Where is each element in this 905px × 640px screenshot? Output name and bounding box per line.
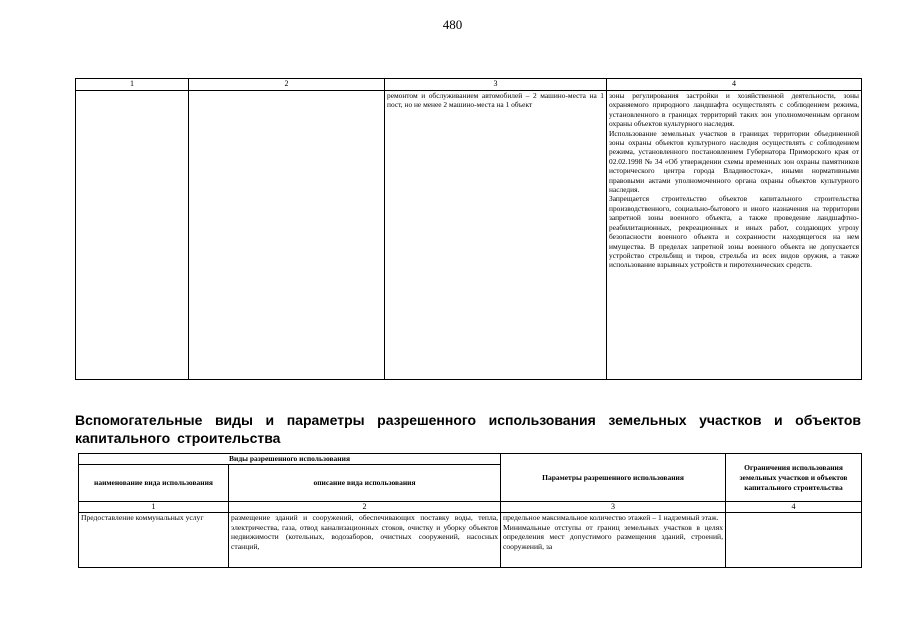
use-description-cell: размещение зданий и сооружений, обеспечивающих поставку воды, тепла, электричества, газа, отвод канализационных стоков, очистку и уборку объектов недвижимости (котельных, водозаборов, очистных сооружений, насосных станций, [229, 513, 501, 568]
column-number: 2 [229, 502, 501, 513]
header-row [79, 454, 862, 465]
header-params: Параметры разрешенного использования [501, 454, 726, 502]
column-number: 1 [79, 502, 229, 513]
column-number: 3 [385, 79, 607, 91]
table-row [76, 91, 862, 380]
header-description: описание вида использования [229, 465, 501, 502]
cell-empty [189, 91, 385, 380]
use-name-cell: Предоставление коммунальных услуг [79, 513, 229, 568]
cell-text: ремонтом и обслуживанием автомобилей – 2 машино-места на 1 пост, но не менее 2 машино-места на 1 объект [387, 91, 604, 110]
column-number: 4 [726, 502, 862, 513]
column-number: 1 [76, 79, 189, 91]
column-number: 4 [607, 79, 862, 91]
restriction-paragraph: зоны регулирования застройки и хозяйственной деятельности, зоны охраняемого природного ландшафта осуществлять с соблюдением режима, установленного в границах территорий таких зон уполномоченным органом охраны объектов культурного наследия. [609, 91, 859, 129]
header-name: наименование вида использования [79, 465, 229, 502]
regulations-table-continued [75, 78, 862, 380]
auxiliary-uses-table [78, 453, 862, 568]
restriction-paragraph: Запрещается строительство объектов капитального строительства производственного, социально-бытового и иного назначения на территории запретной зоны военного объекта, а также проведение ландшафтно-реабилитационных, рекреационных и иных работ, создающих угрозу безопасности военного объекта и сохранности находящегося на нем имущества. В пределах запретной зоны военного объекта не допускается устройство стрельбищ и тиров, стрельба из всех видов оружия, а также использование взрывных устройств и пиротехнических средств. [609, 194, 859, 270]
column-number-row [79, 502, 862, 513]
page-number: 480 [442, 17, 463, 32]
column-number: 2 [189, 79, 385, 91]
column-number: 3 [501, 502, 726, 513]
parking-requirement-cell [385, 91, 607, 380]
restriction-paragraph: Использование земельных участков в границах территории объединенной зоны охраны объектов культурного наследия осуществлять с соблюдением режима, установленного постановлением Губернатора Приморского края от 02.02.1998 № 34 «Об утверждении схемы временных зон охраны памятников исторического центра города Владивостока», иными нормативными правовыми актами уполномоченного органа охраны объектов культурного наследия. [609, 128, 859, 195]
params-paragraph: предельное максимальное количество этажей – 1 надземный этаж. [503, 513, 719, 522]
section-heading: Вспомогательные виды и параметры разрешенного использования земельных участков и объектов капитального строительства [75, 412, 861, 446]
header-restrictions: Ограничения использования земельных участков и объектов капитального строительства [726, 454, 862, 502]
table-row [79, 513, 862, 568]
column-number-row [76, 79, 862, 91]
params-paragraph: Минимальные отступы от границ земельных участков в целях определения мест допустимого размещения зданий, строений, сооружений, за [503, 522, 724, 551]
cell-empty [76, 91, 189, 380]
header-group: Виды разрешенного использования [79, 454, 501, 465]
restrictions-cell [726, 513, 862, 568]
params-cell [501, 513, 726, 568]
restrictions-cell [607, 91, 862, 380]
